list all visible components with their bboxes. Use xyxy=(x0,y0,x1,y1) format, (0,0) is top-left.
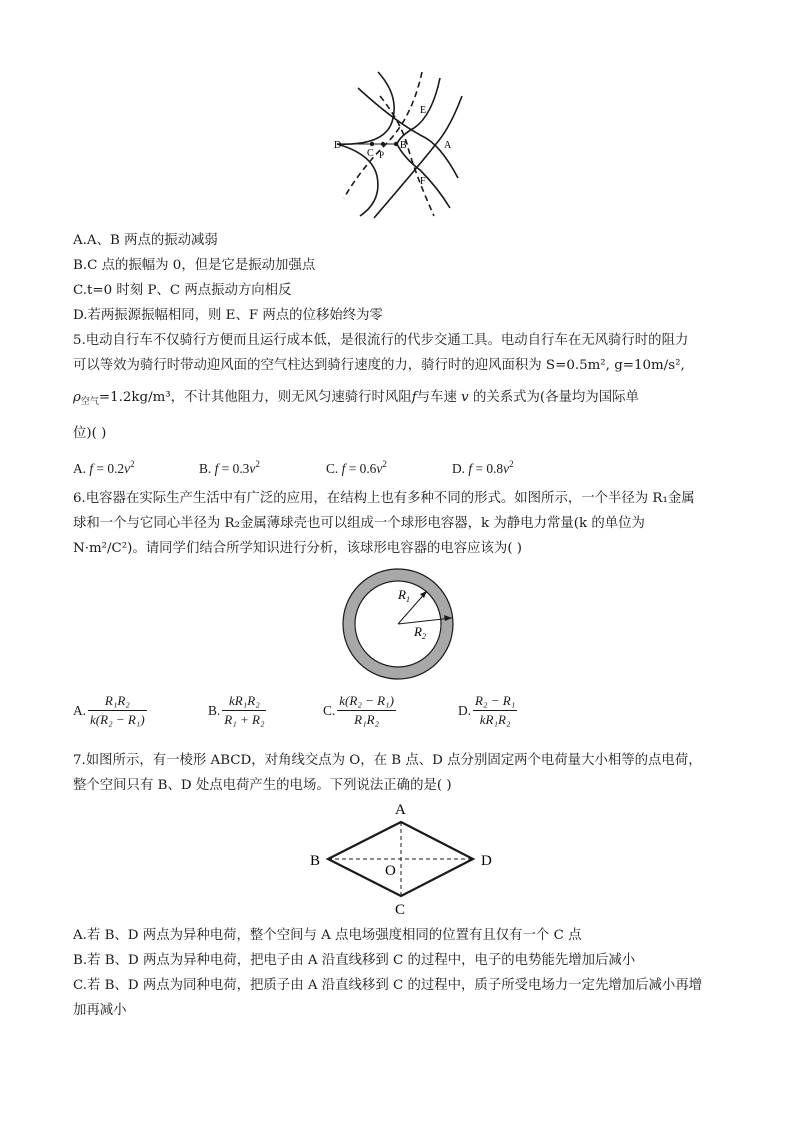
q5-f-symbol: f xyxy=(411,390,417,405)
q5-option-c: C. $f = 0.6v^2$ xyxy=(326,459,387,476)
q5-option-d: D. $f = 0.8v^2$ xyxy=(452,459,514,476)
label-B: B xyxy=(400,140,407,151)
rho-subscript: 空气 xyxy=(80,397,99,407)
q5-text-and-speed: 与车速 xyxy=(416,390,457,405)
spherical-capacitor-figure xyxy=(340,566,460,682)
q7-option-a: A.若 B、D 两点为异种电荷，整个空间与 A 点电场强度相同的位置有且仅有一个 C 点 xyxy=(73,928,582,943)
vertex-D: D xyxy=(481,853,492,869)
q7-option-b: B.若 B、D 两点为异种电荷，把电子由 A 沿直线移到 C 的过程中，电子的电势能先增加后减小 xyxy=(73,953,636,968)
r2-subscript: 2 xyxy=(421,632,426,641)
q7-stem-line2: 整个空间只有 B、D 处点电荷产生的电场。下列说法正确的是( ) xyxy=(73,778,452,793)
q6-option-d: D. $\frac{\text{R₂ − R₁}}{\text{kR₁R₂}}$ xyxy=(458,693,516,727)
q7-option-c-continued: 加再减小 xyxy=(73,1003,127,1018)
q6-stem-line3: N·m²/C²)。请同学们结合所学知识进行分析，该球形电容器的电容应该为( ) xyxy=(73,541,523,556)
q6-option-b: B. $\frac{\text{kR₁R₂}}{\text{R₁ + R₂}}$ xyxy=(208,693,265,727)
label-F: F xyxy=(420,176,426,187)
q4-option-a: A.A、B 两点的振动减弱 xyxy=(73,233,218,248)
label-P: P xyxy=(379,150,385,160)
vertex-B: B xyxy=(310,853,321,869)
q5-stem-line3 xyxy=(73,389,639,411)
q5-v-symbol: v xyxy=(461,390,469,405)
label-D: D xyxy=(334,140,342,151)
rhombus-figure xyxy=(306,798,500,920)
label-E: E xyxy=(420,105,427,116)
q6-stem-line1: 6.电容器在实际生产生活中有广泛的应用，在结构上也有多种不同的形式。如图所示，一个半径为 R₁金属 xyxy=(73,491,695,506)
q5-stem-line2: 可以等效为骑行时带动迎风面的空气柱达到骑行速度的力，骑行时的迎风面积为 S=0.5m², g=10m/s², xyxy=(73,358,685,373)
rho-symbol: ρ xyxy=(73,390,81,405)
q4-option-c: C.t=0 时刻 P、C 两点振动方向相反 xyxy=(73,283,292,298)
q4-option-b: B.C 点的振幅为 0，但是它是振动加强点 xyxy=(73,258,316,273)
q7-stem-line1: 7.如图所示，有一棱形 ABCD，对角线交点为 O，在 B 点、D 点分别固定两个电荷量大小相等的点电荷， xyxy=(73,753,702,768)
q7-option-c: C.若 B、D 两点为同种电荷，把质子由 A 沿直线移到 C 的过程中，质子所受电场力一定先增加后减小再增 xyxy=(73,978,703,993)
q5-stem-line4: 位)( ) xyxy=(73,426,107,441)
q5-option-b: B. $f = 0.3v^2$ xyxy=(199,459,260,476)
label-A: A xyxy=(444,140,452,151)
wave-interference-figure xyxy=(322,66,472,222)
r2-label: R xyxy=(414,624,422,639)
q5-density: =1.2kg/m³，不计其他阻力，则无风匀速骑行时风阻 xyxy=(98,390,412,405)
q6-stem-line2: 球和一个与它同心半径为 R₂金属薄球壳也可以组成一个球形电容器，k 为静电力常量(k 的单位为 xyxy=(73,516,645,531)
q4-option-d: D.若两振源振幅相同，则 E、F 两点的位移始终为零 xyxy=(73,308,383,323)
label-C: C xyxy=(367,148,374,159)
vertex-A: A xyxy=(395,802,406,818)
q5-relation-text: 的关系式为(各量均为国际单 xyxy=(472,390,639,405)
q6-option-c: C. $\frac{\text{k(R₂ − R₁)}}{\text{R₁R₂}}$ xyxy=(323,693,394,727)
q5-option-a: A. $f = 0.2v^2$ xyxy=(73,459,135,476)
q6-option-a: A. $\frac{\text{R₁R₂}}{\text{k(R₂ − R₁)}}$ xyxy=(73,693,145,727)
r1-label: R xyxy=(398,587,406,602)
q5-stem-line1: 5.电动自行车不仅骑行方便而且运行成本低，是很流行的代步交通工具。电动自行车在无风骑行时的阻力 xyxy=(73,333,689,348)
vertex-C: C xyxy=(395,902,406,918)
r1-subscript: 1 xyxy=(405,595,410,604)
center-O: O xyxy=(385,863,396,879)
